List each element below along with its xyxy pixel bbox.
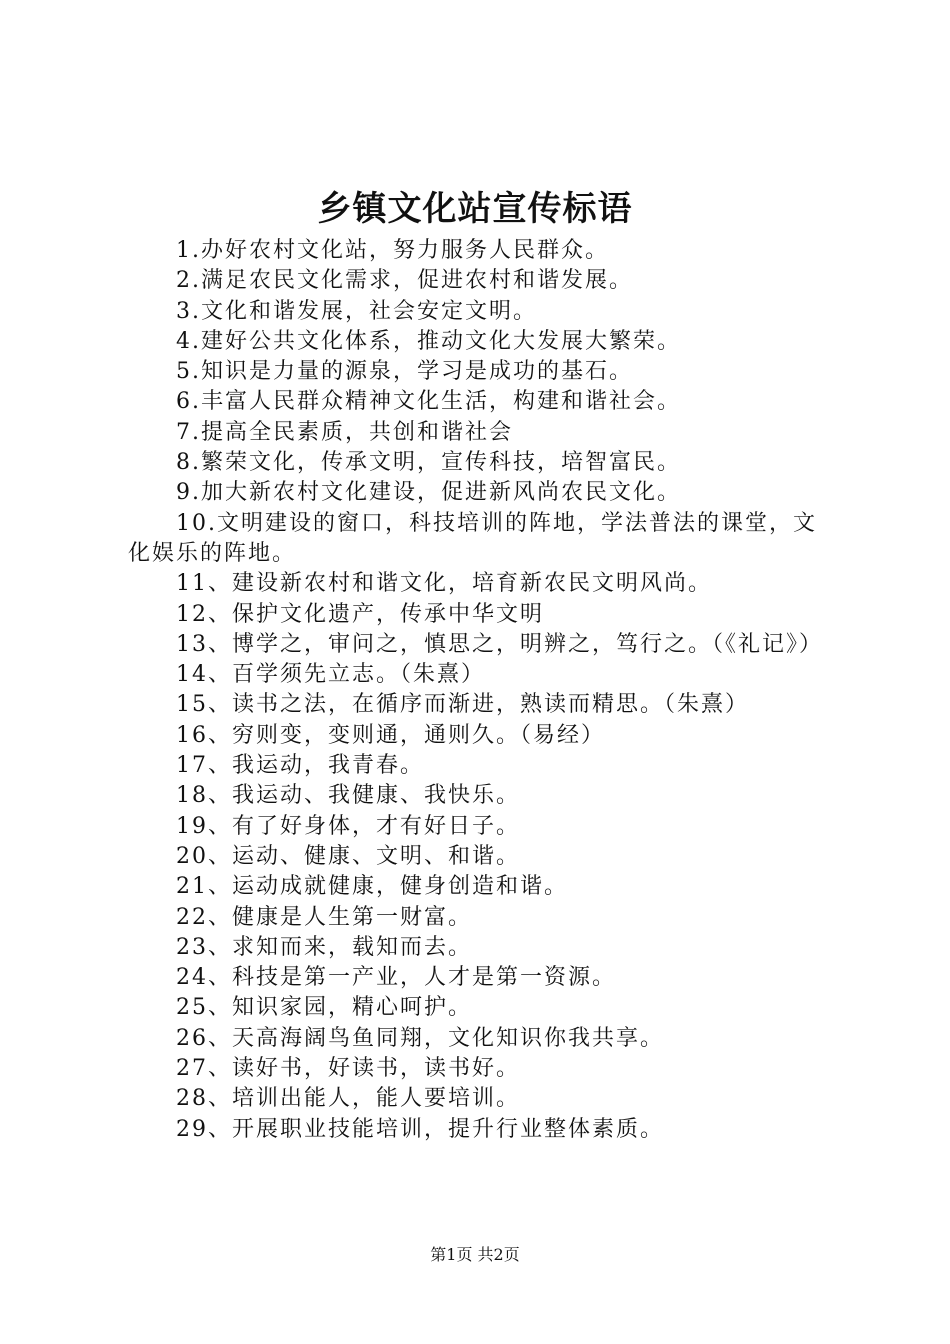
slogan-list	[128, 236, 840, 1145]
slogan-item-11: 11、建设新农村和谐文化，培育新农民文明风尚。	[176, 571, 712, 597]
slogan-item-20: 20、运动、健康、文明、和谐。	[176, 843, 520, 869]
slogan-item-14: 14、百学须先立志。（朱熹）	[176, 662, 485, 688]
slogan-item-29: 29、开展职业技能培训，提升行业整体素质。	[176, 1116, 664, 1142]
slogan-item-5: 5.知识是力量的源泉，学习是成功的基石。	[176, 359, 633, 385]
slogan-item-18: 18、我运动、我健康、我快乐。	[176, 783, 520, 809]
page-number-footer: 第1页 共2页	[430, 1245, 520, 1264]
slogan-item-21: 21、运动成就健康，健身创造和谐。	[176, 874, 568, 900]
slogan-item-2: 2.满足农民文化需求，促进农村和谐发展。	[176, 268, 633, 294]
slogan-item-27: 27、读好书，好读书，读书好。	[176, 1056, 520, 1082]
slogan-item-28: 28、培训出能人，能人要培训。	[176, 1086, 520, 1112]
slogan-item-12: 12、保护文化遗产，传承中华文明	[176, 601, 544, 627]
slogan-item-4: 4.建好公共文化体系，推动文化大发展大繁荣。	[176, 328, 681, 354]
slogan-item-26: 26、天高海阔鸟鱼同翔，文化知识你我共享。	[176, 1025, 664, 1051]
slogan-item-19: 19、有了好身体，才有好日子。	[176, 813, 520, 839]
slogan-item-13: 13、博学之，审问之，慎思之，明辨之，笃行之。（《礼记》）	[176, 631, 823, 657]
slogan-item-6: 6.丰富人民群众精神文化生活，构建和谐社会。	[176, 389, 681, 415]
slogan-item-23: 23、求知而来，载知而去。	[176, 934, 472, 960]
slogan-item-24: 24、科技是第一产业，人才是第一资源。	[176, 965, 616, 991]
document-title: 乡镇文化站宣传标语	[317, 189, 633, 229]
slogan-item-17: 17、我运动，我青春。	[176, 753, 424, 779]
slogan-item-15: 15、读书之法，在循序而渐进，熟读而精思。（朱熹）	[176, 692, 749, 718]
slogan-item-10: 10.文明建设的窗口，科技培训的阵地，学法普法的课堂，文化娱乐的阵地。	[128, 510, 817, 566]
slogan-item-9: 9.加大新农村文化建设，促进新风尚农民文化。	[176, 480, 681, 506]
slogan-item-3: 3.文化和谐发展，社会安定文明。	[176, 298, 537, 324]
slogan-item-1: 1.办好农村文化站，努力服务人民群众。	[176, 238, 609, 263]
slogan-item-8: 8.繁荣文化，传承文明，宣传科技，培智富民。	[176, 450, 681, 476]
slogan-item-22: 22、健康是人生第一财富。	[176, 904, 472, 930]
slogan-item-7: 7.提高全民素质，共创和谐社会	[176, 419, 513, 445]
slogan-item-16: 16、穷则变，变则通，通则久。（易经）	[176, 722, 605, 748]
slogan-item-25: 25、知识家园，精心呵护。	[176, 995, 472, 1021]
